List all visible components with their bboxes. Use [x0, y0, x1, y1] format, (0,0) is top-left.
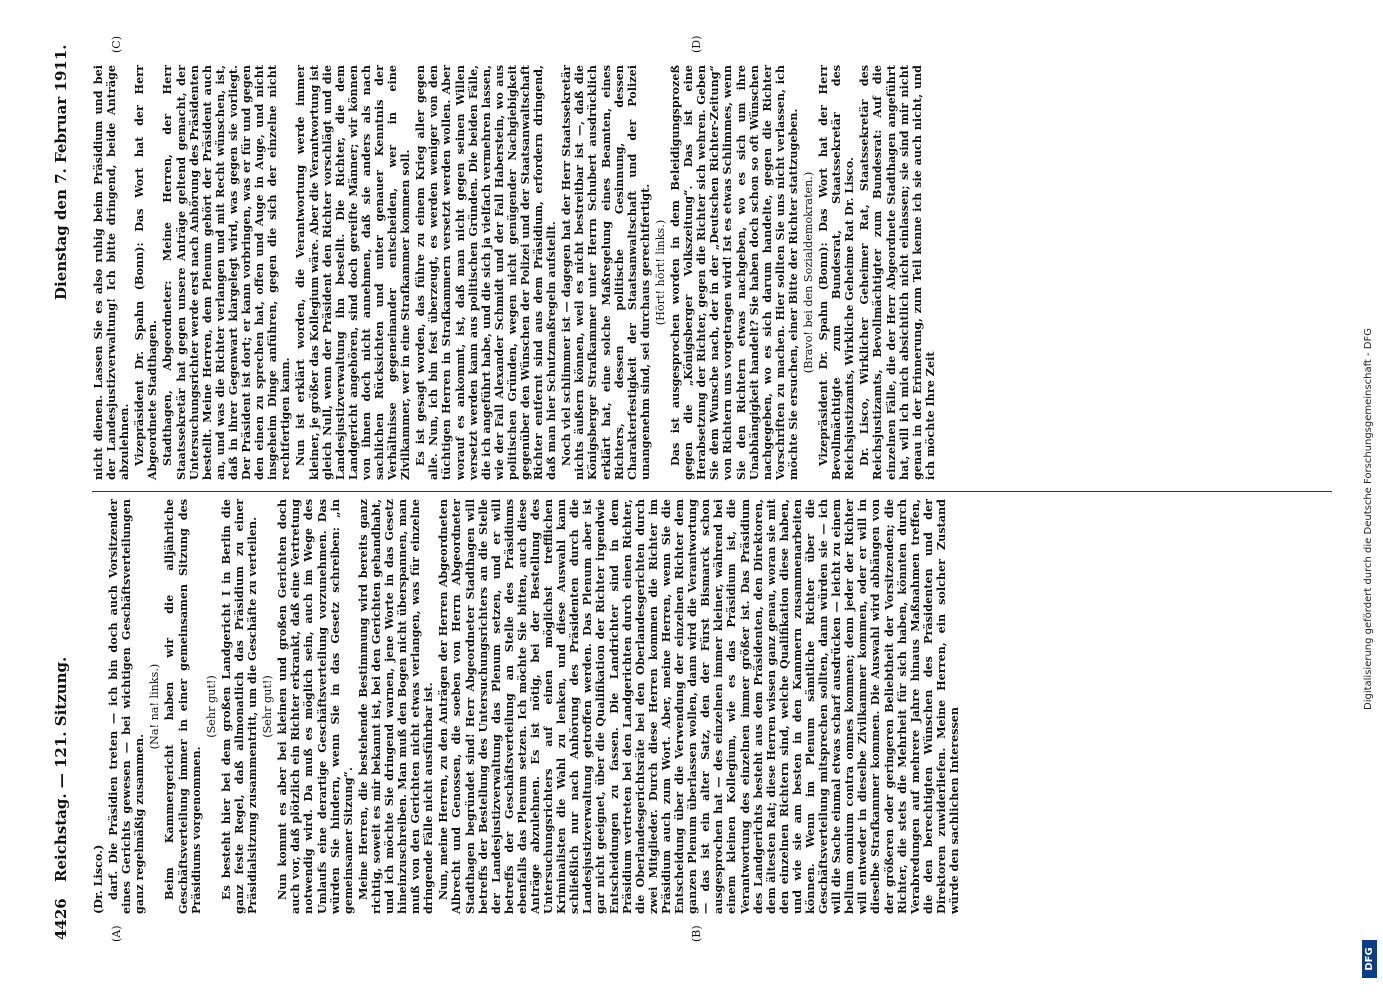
paragraph: Es ist gesagt worden, das führe zu einem Krieg aller gegen alle. Nun, ich bin fest überzeugt, es werden weniger von den tüchtigen Herren in Strafkammern versetzt werden wollen. Aber worauf es ankommt, ist, daß man nicht gegen seinen Willen versetzt werden kann aus politischen Gründen. Die beiden Fälle, die ich angeführt habe, und die sich ja vielfach vermehren lassen, wie der Fall Alexander Schmidt und der Fall Haberstein, wo aus politischen Gründen, wegen nicht genügender Nachgiebigkeit gegenüber den Wünschen der Polizei und der Staatsanwaltschaft Richter entfernt sind aus dem Präsidium, erfordern dringend, daß man hier Schutzmaßregeln aufstellt.	[413, 65, 559, 480]
paragraph: Vizepräsident Dr. Spahn (Bonn): Das Wort hat der Herr Abgeordnete Stadthagen.	[132, 65, 160, 480]
paragraph: Meine Herren, die bestehende Bestimmung wird bereits ganz richtig, soweit es mir bekannt ist, bei den Gerichten gehandhabt, und ich möchte Sie dringend warnen, jene Worte in das Gesetz hineinzuschreiben. Man muß den Bogen nicht überspannen, man muß von den Gerichten nicht etwas verlangen, was für einzelne dringende Fälle nicht ausführbar ist.	[355, 499, 436, 914]
paragraph: Dr. Lisco, Wirklicher Geheimer Rat, Staatssekretär des Reichsjustizamts, Bevollmächtigter zum Bundesrat: Auf die einzelnen Fälle, die der Herr Abgeordnete Stadthagen angeführt hat, will ich mich absichtlich nicht einlassen; sie sind mir nicht genau in der Erinnerung, zum Teil kenne ich sie auch nicht, und ich möchte Ihre Zeit	[857, 65, 937, 480]
paragraph: Nun ist erklärt worden, die Verantwortung werde immer kleiner, je größer das Kollegium wäre. Aber die Verantwortung ist gleich Null, wenn der Präsident den Richter vorschlägt und die Landesjustizverwaltung ihn bestellt. Die Richter, die dem Landgericht angehören, sind doch gereifte Männer; wir können von ihnen doch nicht annehmen, daß sie anders als nach sachlichen Rücksichten und unter genauer Kenntnis der Verhältnisse gegeneinander entscheiden, wer in eine Zivilkammer, wer in eine Strafkammer kommen soll.	[293, 65, 413, 480]
column-divider	[92, 491, 1332, 492]
margin-marker-d: (D)	[690, 35, 703, 53]
paragraph: Vizepräsident Dr. Spahn (Bonn): Das Wort hat der Herr Bevollmächtigte zum Bundesrat, Staatssekretär des Reichsjustizamts, Wirkliche Geheime Rat Dr. Lisco.	[816, 65, 857, 480]
margin-marker-a: (A)	[110, 925, 123, 942]
interjection: (Bravo! bei den Sozialdemokraten.)	[801, 171, 815, 374]
dfg-logo: DFG	[1362, 940, 1377, 978]
paragraph: Nun, meine Herren, zu den Anträgen der Herren Abgeordneten Albrecht und Genossen, die soeben von Herrn Abgeordneter Stadthagen begründet sind! Herr Abgeordneter Stadthagen will betreffs der Bestellung des Untersuchungsrichters an die Stelle der Landesjustizverwaltung das Plenum setzen, und er will betreffs der Geschäftsverteilung an Stelle des Präsidiums ebenfalls das Plenum setzen. Ich möchte Sie bitten, auch diese Anträge abzulehnen. Es ist nötig, bei der Bestellung des Untersuchungsrichters auf einen möglichst trefflichen Kriminalisten die Wahl zu lenken, und diese Auswahl kann schließlich nur nach Anhörung des Präsidenten durch die Landesjustizverwaltung getroffen werden. Das Plenum aber ist gar nicht geeignet, über die Qualifikation der Richter irgendwie Entscheidungen zu fassen. Die Landrichter sind in dem Präsidium vertreten bei den Landgerichten durch einen Richter, die Oberlandesgerichtsräte bei den Oberlandesgerichten durch zwei Mitglieder. Durch diese Herren kommen die Richter im Präsidium auch zum Wort. Aber, meine Herren, wenn Sie die Entscheidung über die Verwendung der einzelnen Richter dem ganzen Plenum überlassen wollen, dann wird die Verantwortung — das ist ein alter Satz, den der Fürst Bismarck schon ausgesprochen hat — des einzelnen immer kleiner, während bei einem kleinen Kollegium, wie es das Präsidium ist, die Verantwortung des einzelnen immer größer ist. Das Präsidium des Landgerichts besteht aus dem Präsidenten, den Direktoren, dem ältesten Rat; diese Herren wissen ganz genau, woran sie mit den einzelnen Richtern sind, welche Qualifikation diese haben, und wie sie am besten in den Kammern zusammenarbeiten können. Wenn im Plenum sämtliche Richter über die Geschäftsverteilung mitsprechen sollten, dann würden sie — ich will die Sache einmal etwas scharf ausdrücken — leicht zu einem bellum omnium contra omnes kommen; denn jeder der Richter will entweder in dieselbe Zivilkammer kommen, oder er will in dieselbe Strafkammer kommen. Die Auswahl wird abhängen von der größeren oder geringeren Beliebtheit der Vorsitzenden; die Richter, die stets die Mehrheit für sich haben, könnten durch Verabredungen auf mehrere Jahre hinaus Maßnahmen treffen, die den berechtigten Wünschen des Präsidenten und der Direktoren zuwiderliefen. Meine Herren, ein solcher Zustand würde den sachlichen Interessen	[436, 499, 961, 914]
left-text-column	[92, 499, 963, 914]
paragraph: Das ist ausgesprochen worden in dem Beleidigungsprozeß gegen die „Königsberger Volkszeitung“. Das ist eine Herabsetzung der Richter, gegen die Richter sich wehren. Geben Sie dem Wunsche nach, der in der „Deutschen Richter-Zeitung“ von Richtern uns vorgetragen wird! Ist es etwas Schlimmes, wenn Sie den Richtern etwas nachgeben, wo es sich um ihre Unabhängigkeit handelt? Sie haben doch schon so oft Wünschen nachgegeben, wo es sich darum handelte, gegen die Richter Vorschriften zu machen. Hier sollten Sie uns nicht verlassen, ich möchte Sie ersuchen, einer Bitte der Richter stattzugeben.	[668, 65, 800, 480]
page-number: 4426	[52, 898, 70, 940]
interjection: (Sehr gut!)	[261, 675, 275, 738]
session-title: Reichstag. — 121. Sitzung.	[52, 656, 70, 882]
date-title: Dienstag den 7. Februar 1911.	[52, 44, 70, 300]
digitization-footer	[1358, 0, 1382, 1000]
paragraph: Beim Kammergericht haben wir die alljährliche Geschäftsverteilung immer in einer gemeinsamen Sitzung des Präsidiums vorgenommen.	[162, 499, 203, 914]
paragraph: Stadthagen, Abgeordneter: Meine Herren, der Herr Staatssekretär hat gegen unsere Anträge geltend gemacht, der Untersuchungsrichter werde erst nach Anhörung des Präsidenten bestellt. Meine Herren, dem Plenum gehört der Präsident auch an, und was die Richter verlangen und mit Recht wünschen, ist, daß in ihrer Gegenwart klargelegt wird, was gegen sie vorliegt. Der Präsident ist dort; er kann vorbringen, was er für und gegen den einen zu sprechen hat, offen und Auge in Auge, und nicht insgeheim Dinge anführen, gegen die sich der einzelne nicht rechtfertigen kann.	[160, 65, 293, 480]
right-text-column	[92, 65, 939, 480]
paragraph: Nun kommt es aber bei kleinen und großen Gerichten doch auch vor, daß plötzlich ein Richter erkrankt, daß eine Vertretung notwendig wird. Da muß es möglich sein, auch im Wege des Umlaufs eine derartige Geschäftsverteilung vorzunehmen. Das würden Sie hindern, wenn Sie in das Gesetz schreiben: „in gemeinsamer Sitzung“.	[275, 499, 355, 914]
interjection: (Hört! hört! links.)	[653, 219, 667, 326]
interjection: (Sehr gut!)	[204, 675, 218, 738]
paragraph: nicht dienen. Lassen Sie es also ruhig beim Präsidium und bei der Landesjustizverwaltung! Ich bitte dringend, beide Anträge abzulehnen.	[91, 65, 132, 480]
interjection: (Na! na! links.)	[148, 663, 162, 750]
paragraph: (Dr. Lisco.)	[91, 844, 105, 914]
digitization-credit: Digitalisierung gefördert durch die Deutsche Forschungsgemeinschaft - DFG	[1363, 327, 1374, 710]
page-header	[52, 40, 82, 940]
paragraph: darf. Die Präsidien treten — ich bin doch auch Vorsitzender eines Gerichts gewesen — bei wichtigen Geschäftsverteilungen ganz regelmäßig zusammen.	[106, 499, 147, 914]
paragraph: Es besteht hier bei dem großen Landgericht I in Berlin die ganz feste Regel, daß allmonatlich das Präsidium zu einer Präsidialsitzung zusammentritt, um die Geschäfte zu verteilen.	[218, 499, 260, 914]
margin-marker-c: (C)	[110, 36, 123, 53]
paragraph: Noch viel schlimmer ist — dagegen hat der Herr Staatssekretär nichts äußern können, weil es nicht bestreitbar ist —, daß die Königsberger Strafkammer unter Herrn Schubert ausdrücklich erklärt hat, eine solche Maßregelung eines Beamten, eines Richters, dessen politische Gesinnung, dessen Charakterfestigkeit der Staatsanwaltschaft und der Polizei unangenehm sind, sei durchaus gerechtfertigt.	[559, 65, 652, 480]
margin-marker-b: (B)	[690, 925, 703, 942]
